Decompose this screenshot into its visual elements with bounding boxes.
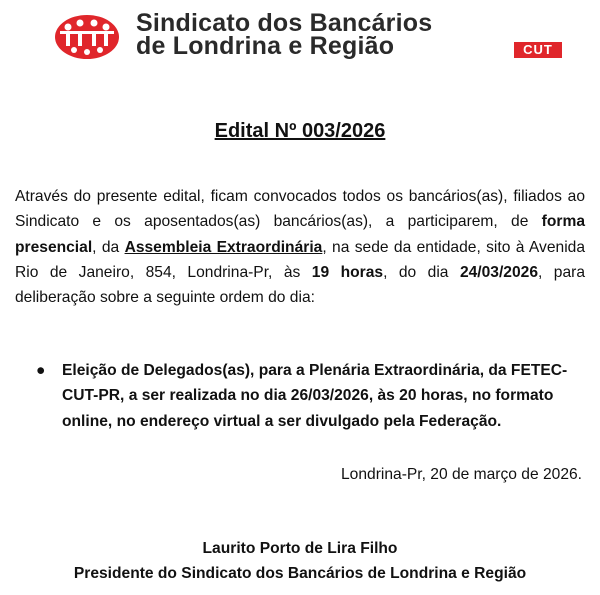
convocation-paragraph <box>15 184 585 310</box>
edital-title: Edital Nº 003/2026 <box>214 120 386 142</box>
bullet-icon: ● <box>36 362 46 379</box>
signatory-role: Presidente do Sindicato dos Bancários de Londrina e Região <box>73 565 527 582</box>
signature-block <box>0 536 600 586</box>
assembly-type: Assembleia Extraordinária <box>124 238 323 256</box>
text: , para deliberação sobre a seguinte ordem do dia: <box>15 263 586 307</box>
union-logo <box>52 9 553 62</box>
signatory-name: Laurito Porto de Lira Filho <box>202 540 398 557</box>
agenda-item <box>36 358 588 434</box>
meeting-date: 24/03/2026 <box>459 263 538 281</box>
org-name-line1: Sindicato dos Bancários <box>136 9 433 37</box>
org-name <box>136 9 433 60</box>
date-line: Londrina-Pr, 20 de março de 2026. <box>341 466 582 483</box>
text: Através do presente edital, ficam convocados todos os bancários(as), filiados ao Sindicato e os aposentados(as) bancários(as), a participarem, de <box>15 188 585 231</box>
cut-logo: CUT <box>514 42 562 58</box>
text: , da <box>92 238 125 256</box>
union-emblem-icon <box>54 14 120 60</box>
text: , do dia <box>383 263 460 281</box>
text: , na sede da entidade, sito à Avenida Rio de Janeiro, 854, Londrina-Pr, às <box>15 238 586 281</box>
meeting-time: 19 horas <box>311 263 384 281</box>
agenda-item-text: Eleição de Delegados(as), para a Plenária Extraordinária, da FETEC-CUT-PR, a ser realizada no dia 26/03/2026, às 20 horas, no formato online, no endereço virtual a ser divulgado pela Federação. <box>62 362 568 430</box>
bold-text: forma presencial <box>15 213 585 256</box>
org-name-line2: de Londrina e Região <box>136 32 395 60</box>
